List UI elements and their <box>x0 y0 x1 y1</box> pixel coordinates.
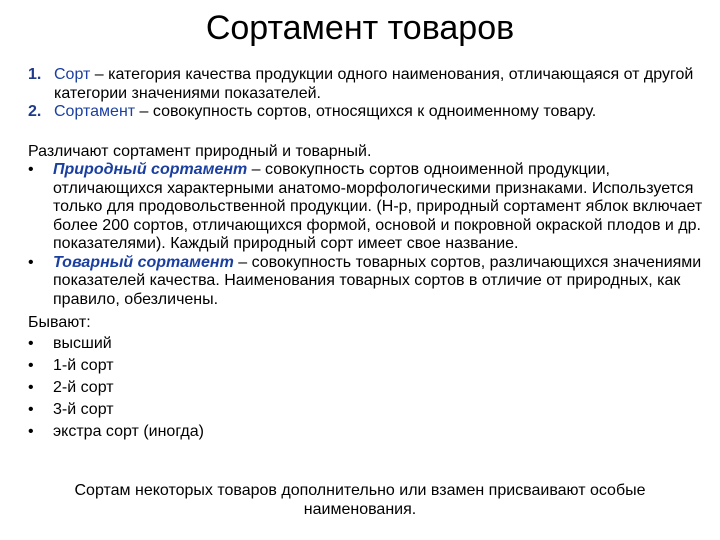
type-text: – совокупность товарных сортов, различающихся значениями показателей качества. Наименования товарных сортов в отличие от природных, как правило, обезличены. <box>53 253 702 308</box>
type-item <box>28 254 708 310</box>
type-term: Товарный сортамент <box>53 253 234 271</box>
grades-list <box>28 333 708 443</box>
bullet: • <box>28 335 34 352</box>
definitions-list <box>28 66 708 122</box>
grades-label: Бывают: <box>28 314 91 331</box>
intro-text: Различают сортамент природный и товарный. <box>28 143 372 160</box>
grade-item <box>28 377 708 399</box>
assortment-types <box>28 161 708 443</box>
bullet: • <box>28 423 34 440</box>
definition-text: – категория качества продукции одного наименования, отличающаяся от другой категории значениями показателей. <box>54 66 694 102</box>
grade-text: 1-й сорт <box>53 357 114 374</box>
bullet: • <box>28 401 34 418</box>
grade-item <box>28 355 708 377</box>
bullet: • <box>28 357 34 374</box>
type-item <box>28 161 708 254</box>
definition-term: Сорт <box>54 66 91 83</box>
grade-item <box>28 333 708 355</box>
bullet: • <box>28 161 34 178</box>
definition-text: – совокупность сортов, относящихся к одноименному товару. <box>135 103 597 120</box>
grade-item <box>28 399 708 421</box>
type-term: Природный сортамент <box>53 161 248 178</box>
definition-item <box>28 103 708 122</box>
grade-text: 2-й сорт <box>53 379 114 396</box>
grade-text: экстра сорт (иногда) <box>53 423 204 440</box>
definition-number: 1. <box>28 66 42 83</box>
footer-note: Сортам некоторых товаров дополнительно или взамен присваивают особые наименования. <box>74 482 646 518</box>
definition-number: 2. <box>28 103 42 120</box>
grade-item <box>28 421 708 443</box>
bullet: • <box>28 379 34 396</box>
type-text: – совокупность сортов одноименной продукции, отличающихся характерными анатомо-морфологическими признаками. Используется только для продовольственной продукции. (Н-р, природный сортамент яблок включает более 200 сортов, отличающихся формой, основой и покровной окраской плодов и др. показателями). Каждый природный сорт имеет свое название. <box>53 161 703 252</box>
grade-text: 3-й сорт <box>53 401 114 418</box>
definition-item <box>28 66 708 103</box>
definition-term: Сортамент <box>54 103 136 120</box>
grade-text: высший <box>53 335 112 352</box>
bullet: • <box>28 253 34 271</box>
page-title: Сортамент товаров <box>205 9 515 47</box>
